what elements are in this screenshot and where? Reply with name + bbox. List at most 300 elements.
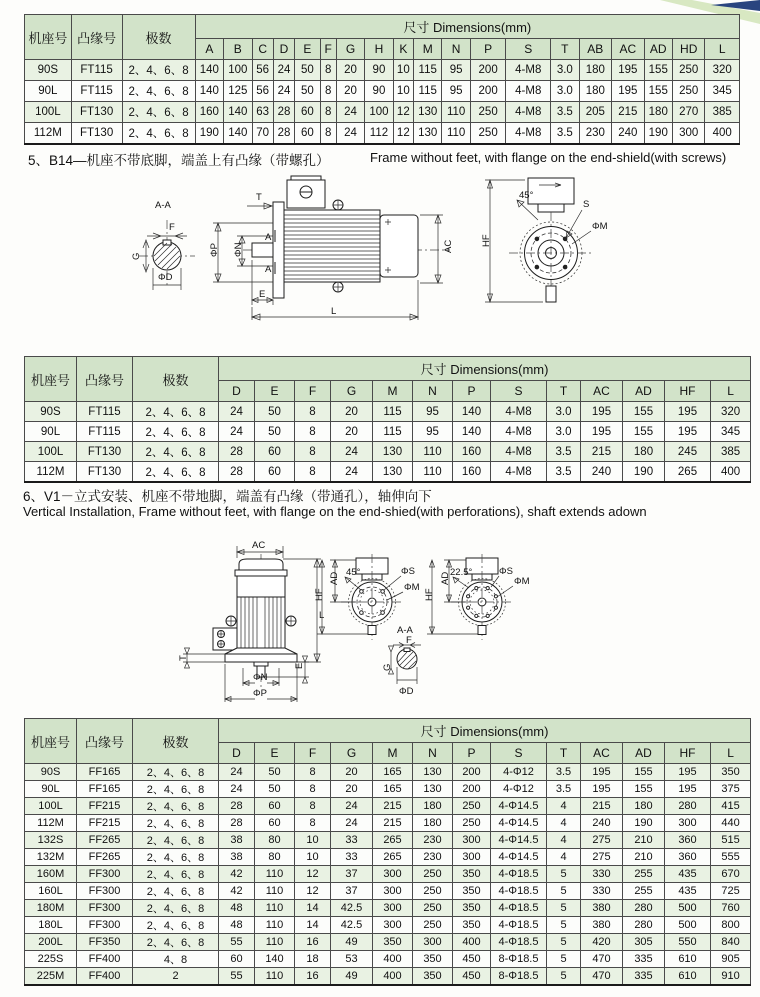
shaft-section-view	[131, 200, 195, 290]
dim-column-header: L	[711, 743, 751, 764]
table-row	[25, 60, 740, 81]
table-cell: 4-Φ18.5	[491, 917, 547, 934]
dim-column-header: K	[393, 39, 413, 60]
table-cell: 90L	[25, 781, 77, 798]
table-cell: FF350	[77, 934, 133, 951]
table-cell: 155	[644, 81, 672, 102]
table-cell: 195	[612, 81, 645, 102]
table-cell: 190	[623, 815, 665, 832]
table-cell: 8	[295, 422, 331, 442]
table-cell: 300	[373, 883, 413, 900]
dim-column-header: N	[442, 39, 470, 60]
dimensions-table-v1	[24, 718, 751, 986]
table-cell: 350	[453, 917, 491, 934]
table-cell: 3.5	[547, 764, 581, 781]
table-cell: 3.0	[547, 402, 581, 422]
table-cell: 42	[219, 866, 255, 883]
table-cell: 350	[413, 951, 453, 968]
dim-phip-label: ΦP	[253, 688, 267, 699]
dim-column-header: HD	[672, 39, 705, 60]
table-cell: 130	[373, 462, 413, 483]
table-cell: FT115	[71, 60, 122, 81]
table-cell: 160M	[25, 866, 77, 883]
table-cell: 140	[224, 123, 252, 145]
table-cell: 250	[413, 917, 453, 934]
table-cell: 110	[442, 123, 470, 145]
dim-e-label: E	[259, 289, 266, 300]
table-cell: 725	[711, 883, 751, 900]
table-cell: 60	[255, 798, 295, 815]
table-cell: 345	[705, 81, 740, 102]
table-cell: 2、4、6、8	[133, 815, 219, 832]
table-cell: 240	[581, 815, 623, 832]
table-cell: 4-M8	[491, 402, 547, 422]
table-cell: 400	[453, 934, 491, 951]
table-cell: 200	[470, 81, 506, 102]
dim-hf-label: HF	[424, 588, 435, 601]
table-cell: 4-Φ12	[491, 781, 547, 798]
table-cell: 95	[442, 60, 470, 81]
table-row	[25, 951, 751, 968]
table-cell: 4-M8	[506, 123, 551, 145]
table-cell: 4-M8	[491, 442, 547, 462]
table-cell: 5	[547, 883, 581, 900]
table-cell: 12	[295, 883, 331, 900]
dim-t-label: T	[256, 192, 262, 203]
dim-column-header: P	[470, 39, 506, 60]
table-cell: 265	[373, 849, 413, 866]
table-cell: 500	[665, 900, 711, 917]
table-cell: 2、4、6、8	[133, 781, 219, 798]
table-cell: 4-M8	[506, 60, 551, 81]
table-cell: 200	[453, 781, 491, 798]
table-cell: 115	[413, 81, 441, 102]
dim-45-label: 45°	[519, 190, 534, 201]
table-cell: 24	[273, 81, 294, 102]
table-cell: 38	[219, 832, 255, 849]
table-cell: FF400	[77, 968, 133, 985]
table-row	[25, 934, 751, 951]
dim-column-header: A	[195, 39, 223, 60]
table-cell: 2、4、6、8	[122, 123, 195, 145]
table-row	[25, 866, 751, 883]
table-cell: 125	[224, 81, 252, 102]
table-cell: 60	[255, 442, 295, 462]
dim-column-header: M	[373, 381, 413, 402]
table-cell: 195	[612, 60, 645, 81]
table-cell: 100	[224, 60, 252, 81]
section5-title-en: Frame without feet, with flange on the end-shield(with screws)	[370, 150, 727, 165]
table-cell: 90L	[25, 81, 72, 102]
table-cell: 28	[219, 442, 255, 462]
table-row	[25, 968, 751, 985]
dim-column-header: AC	[581, 381, 623, 402]
table-cell: 3.5	[547, 442, 581, 462]
table-cell: 200L	[25, 934, 77, 951]
dim-e-label: E	[294, 662, 305, 669]
dim-column-header: AC	[581, 743, 623, 764]
dim-phis-label: ΦS	[499, 566, 513, 577]
table-cell: 470	[581, 968, 623, 985]
dim-column-header: T	[547, 743, 581, 764]
table-cell: 255	[623, 866, 665, 883]
table-cell: FT130	[77, 442, 133, 462]
table-cell: 5	[547, 968, 581, 985]
table-cell: 20	[331, 422, 373, 442]
table-cell: 905	[711, 951, 751, 968]
table-cell: 4-M8	[491, 422, 547, 442]
table-row	[25, 849, 751, 866]
table-cell: 335	[623, 951, 665, 968]
table-cell: 110	[413, 462, 453, 483]
dim-g-label: G	[382, 663, 393, 671]
column-header: 凸缘号	[77, 357, 133, 402]
table-cell: FT130	[71, 123, 122, 145]
dim-45-label: 45°	[346, 567, 361, 578]
dim-225-label: 22.5°	[450, 567, 473, 578]
table-cell: 155	[623, 781, 665, 798]
table1-wrapper	[24, 14, 740, 145]
table-cell: 50	[255, 781, 295, 798]
table-cell: 245	[665, 442, 711, 462]
table-cell: 37	[331, 866, 373, 883]
table-cell: 100L	[25, 798, 77, 815]
table-cell: 112M	[25, 815, 77, 832]
table-cell: 415	[711, 798, 751, 815]
table-cell: 4	[547, 798, 581, 815]
table-cell: 2、4、6、8	[133, 442, 219, 462]
dim-column-header: D	[219, 381, 255, 402]
table-row	[25, 123, 740, 145]
table-cell: 90S	[25, 402, 77, 422]
dim-column-header: E	[295, 39, 320, 60]
table-cell: 112	[365, 123, 393, 145]
table-cell: 3.0	[551, 81, 579, 102]
table-cell: 215	[373, 798, 413, 815]
dim-column-header: AB	[579, 39, 612, 60]
table-cell: 24	[331, 798, 373, 815]
table-cell: 240	[581, 462, 623, 483]
dim-ad-label: AD	[440, 571, 451, 585]
table-cell: 345	[711, 422, 751, 442]
table-cell: 110	[413, 442, 453, 462]
table-cell: 400	[711, 462, 751, 483]
table-cell: 190	[644, 123, 672, 145]
table-cell: 100L	[25, 102, 72, 123]
dimensions-table-ft	[24, 14, 740, 145]
table-header-row	[25, 357, 751, 381]
dim-column-header: S	[491, 743, 547, 764]
table-cell: 270	[672, 102, 705, 123]
dim-column-header: AD	[623, 381, 665, 402]
table-cell: 155	[623, 764, 665, 781]
table-cell: 225S	[25, 951, 77, 968]
table-cell: 160	[195, 102, 223, 123]
table-cell: 20	[336, 60, 364, 81]
table-cell: 56	[252, 60, 273, 81]
shaft-section-view	[382, 625, 421, 697]
table-cell: 3.0	[551, 60, 579, 81]
table-cell: 3.0	[547, 422, 581, 442]
table-cell: 215	[612, 102, 645, 123]
table-cell: 380	[581, 917, 623, 934]
table-cell: 350	[413, 968, 453, 985]
table-cell: 8	[295, 815, 331, 832]
table-cell: 4-Φ14.5	[491, 815, 547, 832]
table-cell: 350	[453, 900, 491, 917]
table-cell: 4-Φ12	[491, 764, 547, 781]
table-cell: 255	[623, 883, 665, 900]
motor-front-view	[481, 178, 608, 302]
table-cell: 112M	[25, 462, 77, 483]
table-cell: 14	[295, 917, 331, 934]
table-cell: 2、4、6、8	[133, 402, 219, 422]
table-cell: 450	[453, 968, 491, 985]
table-cell: 24	[336, 123, 364, 145]
table-cell: 380	[581, 900, 623, 917]
table-cell: 38	[219, 849, 255, 866]
table-cell: 12	[295, 866, 331, 883]
table-cell: 14	[295, 900, 331, 917]
vertical-motor-view	[178, 540, 324, 702]
dim-phip-label: ΦP	[209, 243, 220, 257]
v1-technical-drawing	[25, 528, 740, 716]
table-cell: 165	[373, 781, 413, 798]
table-cell: FF300	[77, 917, 133, 934]
table-cell: 305	[623, 934, 665, 951]
section6-title-en: Vertical Installation, Frame without feet, with flange on the end-shied(with perforations), shaft extends adown	[23, 504, 647, 519]
column-header: 极数	[122, 15, 195, 60]
table-cell: 140	[224, 102, 252, 123]
table-cell: 10	[393, 81, 413, 102]
table-cell: 400	[373, 968, 413, 985]
table-cell: 225M	[25, 968, 77, 985]
table-cell: FT130	[71, 102, 122, 123]
table-cell: 24	[219, 402, 255, 422]
column-header: 极数	[133, 357, 219, 402]
table-cell: 2、4、6、8	[133, 900, 219, 917]
dim-hf-label: HF	[481, 234, 492, 247]
table-cell: 4-Φ18.5	[491, 934, 547, 951]
table-cell: 215	[581, 442, 623, 462]
table-cell: 375	[711, 781, 751, 798]
table-cell: 195	[665, 781, 711, 798]
table-cell: 420	[581, 934, 623, 951]
table-cell: 60	[255, 815, 295, 832]
table-cell: 610	[665, 968, 711, 985]
table-cell: 2、4、6、8	[122, 60, 195, 81]
table-cell: 230	[413, 849, 453, 866]
table-cell: 24	[336, 102, 364, 123]
table-cell: 450	[453, 951, 491, 968]
dim-column-header: S	[491, 381, 547, 402]
table-cell: 3.5	[551, 102, 579, 123]
table-cell: 110	[255, 917, 295, 934]
dim-column-header: G	[331, 743, 373, 764]
table-cell: 50	[255, 764, 295, 781]
table-cell: FF300	[77, 900, 133, 917]
table-cell: 350	[711, 764, 751, 781]
table-cell: 2、4、6、8	[122, 102, 195, 123]
table-cell: 140	[453, 422, 491, 442]
table-cell: 8	[295, 798, 331, 815]
table-cell: 4-M8	[506, 102, 551, 123]
dim-phim-label: ΦM	[404, 582, 420, 593]
dim-column-header: F	[295, 743, 331, 764]
table-cell: 37	[331, 883, 373, 900]
dim-t-label: T	[178, 655, 189, 661]
table-cell: 115	[413, 60, 441, 81]
dim-hf-label: HF	[314, 588, 325, 601]
table-cell: 275	[581, 849, 623, 866]
table-cell: 110	[442, 102, 470, 123]
table-cell: FT130	[77, 462, 133, 483]
table-cell: 130	[413, 102, 441, 123]
dim-column-header: AD	[623, 743, 665, 764]
table-cell: 195	[581, 402, 623, 422]
table-cell: 5	[547, 900, 581, 917]
table-cell: 90	[365, 60, 393, 81]
table-cell: FF300	[77, 866, 133, 883]
table-row	[25, 402, 751, 422]
table-cell: 8	[320, 81, 336, 102]
table-cell: 360	[665, 849, 711, 866]
table-cell: 2、4、6、8	[133, 832, 219, 849]
table2-wrapper	[24, 356, 751, 483]
dim-column-header: P	[453, 743, 491, 764]
table-cell: 42.5	[331, 900, 373, 917]
table-cell: 12	[393, 102, 413, 123]
table-cell: 335	[623, 968, 665, 985]
table-cell: 8-Φ18.5	[491, 968, 547, 985]
table-cell: 4-Φ14.5	[491, 798, 547, 815]
table-cell: 2、4、6、8	[133, 883, 219, 900]
table-cell: 300	[453, 832, 491, 849]
table-cell: 110	[255, 866, 295, 883]
table-cell: 3.5	[547, 462, 581, 483]
table-cell: 50	[255, 422, 295, 442]
table-cell: 250	[413, 900, 453, 917]
dim-column-header: M	[373, 743, 413, 764]
dim-phim-label: ΦM	[514, 576, 530, 587]
section5-heading	[25, 149, 741, 169]
table-cell: 155	[644, 60, 672, 81]
dim-phin-label: ΦN	[233, 242, 244, 257]
table-cell: 95	[413, 402, 453, 422]
dim-column-header: B	[224, 39, 252, 60]
table-cell: 53	[331, 951, 373, 968]
table-cell: 555	[711, 849, 751, 866]
table-cell: 10	[295, 832, 331, 849]
table-cell: 2	[133, 968, 219, 985]
table-cell: FF165	[77, 781, 133, 798]
b14-technical-drawing	[25, 170, 740, 354]
table-cell: 215	[373, 815, 413, 832]
dim-column-header: C	[252, 39, 273, 60]
table-row	[25, 832, 751, 849]
table-cell: 10	[295, 849, 331, 866]
table-cell: 300	[665, 815, 711, 832]
table-cell: 16	[295, 968, 331, 985]
table-cell: 110	[255, 883, 295, 900]
table-cell: 300	[373, 900, 413, 917]
dim-l-label: L	[331, 306, 337, 317]
table-cell: 60	[295, 123, 320, 145]
table-cell: 760	[711, 900, 751, 917]
table-cell: 250	[672, 60, 705, 81]
table-cell: FF165	[77, 764, 133, 781]
table-cell: 90S	[25, 60, 72, 81]
table-cell: 275	[581, 832, 623, 849]
table-cell: 195	[581, 764, 623, 781]
dim-column-header: S	[506, 39, 551, 60]
table-cell: 360	[665, 832, 711, 849]
table-row	[25, 102, 740, 123]
table-cell: FF400	[77, 951, 133, 968]
dim-column-header: G	[336, 39, 364, 60]
table-cell: 200	[470, 60, 506, 81]
dim-phis-label: ΦS	[401, 566, 415, 577]
column-header: 机座号	[25, 357, 77, 402]
table-cell: 210	[623, 832, 665, 849]
dim-column-header: D	[273, 39, 294, 60]
table-cell: 80	[255, 849, 295, 866]
table-cell: 8	[320, 60, 336, 81]
table-row	[25, 442, 751, 462]
table-row	[25, 917, 751, 934]
table-cell: 20	[331, 764, 373, 781]
table-cell: FF215	[77, 798, 133, 815]
table-row	[25, 422, 751, 442]
table-row	[25, 815, 751, 832]
table-cell: 215	[581, 798, 623, 815]
table-cell: 250	[470, 102, 506, 123]
table-cell: 200	[453, 764, 491, 781]
table-cell: 95	[442, 81, 470, 102]
dim-ad-label: AD	[329, 571, 340, 585]
table-cell: 48	[219, 917, 255, 934]
table-cell: 4-Φ18.5	[491, 883, 547, 900]
table-cell: 280	[623, 900, 665, 917]
table-cell: 195	[581, 781, 623, 798]
table-cell: 155	[623, 402, 665, 422]
table-cell: 55	[219, 934, 255, 951]
table-cell: 800	[711, 917, 751, 934]
table-cell: 160	[453, 462, 491, 483]
dim-phin-label: ΦN	[253, 672, 268, 683]
table-cell: 385	[711, 442, 751, 462]
table-cell: 4-M8	[491, 462, 547, 483]
table-cell: 5	[547, 866, 581, 883]
table-cell: 55	[219, 968, 255, 985]
table-cell: 2、4、6、8	[122, 81, 195, 102]
table-cell: 24	[331, 462, 373, 483]
table-cell: 4-Φ18.5	[491, 900, 547, 917]
table-cell: 50	[295, 81, 320, 102]
dim-f-label: F	[169, 222, 175, 233]
table-cell: 435	[665, 883, 711, 900]
table-cell: 5	[547, 951, 581, 968]
table-cell: 330	[581, 866, 623, 883]
table-cell: 140	[195, 60, 223, 81]
table-cell: 180	[579, 81, 612, 102]
table-cell: 3.5	[547, 781, 581, 798]
table-cell: 250	[413, 866, 453, 883]
flange-front-view-225	[424, 554, 530, 640]
table-cell: 320	[711, 402, 751, 422]
table-cell: 610	[665, 951, 711, 968]
table-cell: 60	[219, 951, 255, 968]
